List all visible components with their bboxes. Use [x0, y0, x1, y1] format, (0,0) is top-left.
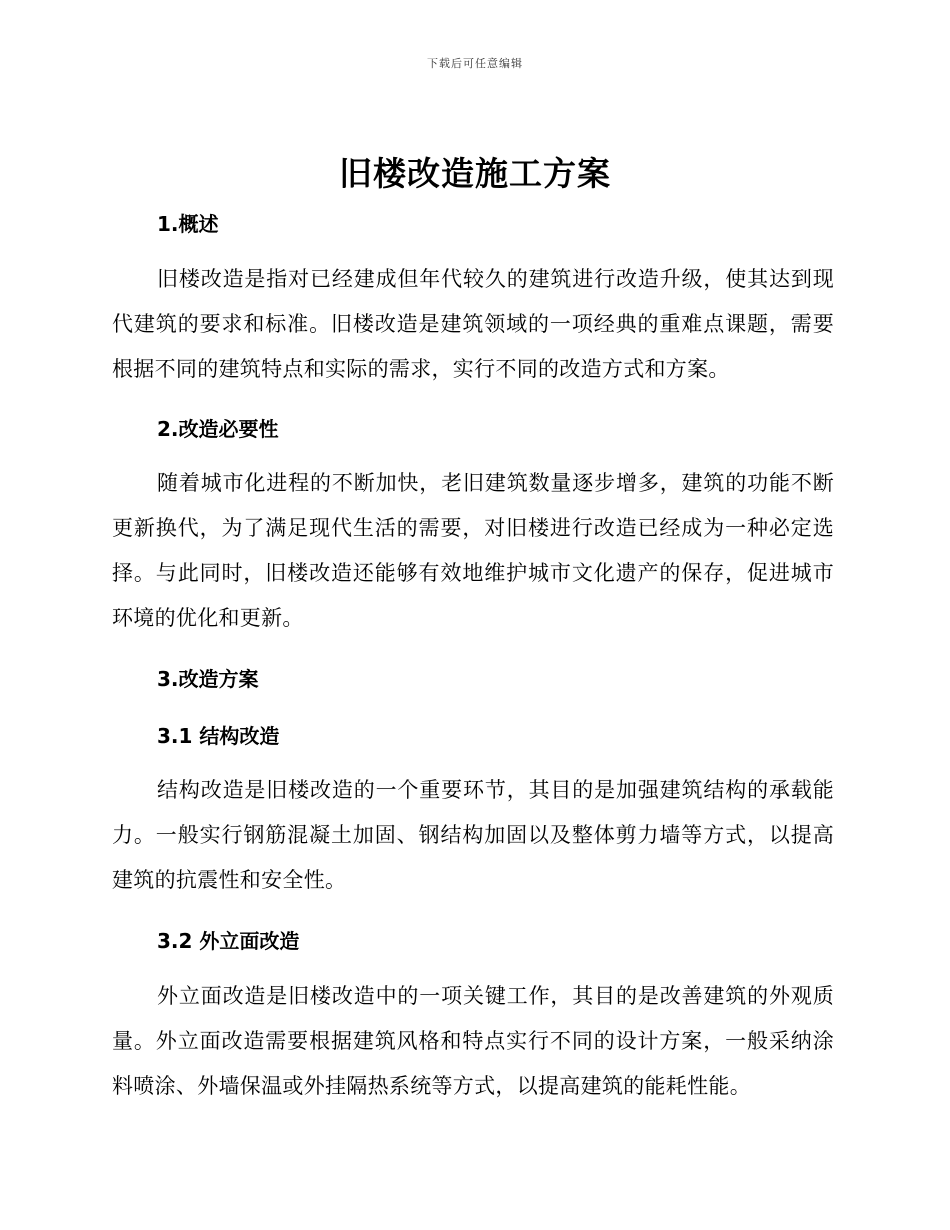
section-paragraph-structure: 结构改造是旧楼改造的一个重要环节，其目的是加强建筑结构的承载能力。一般实行钢筋混凝土加固、钢结构加固以及整体剪力墙等方式，以提高建筑的抗震性和安全性。	[112, 778, 834, 892]
section-heading-facade: 3.2 外立面改造	[157, 929, 300, 953]
section-heading-structure: 3.1 结构改造	[157, 724, 280, 748]
page-header-note: 下载后可任意编辑	[427, 57, 523, 70]
section-heading-overview: 1.概述	[157, 212, 219, 236]
section-paragraph-facade: 外立面改造是旧楼改造中的一项关键工作，其目的是改善建筑的外观质量。外立面改造需要根据建筑风格和特点实行不同的设计方案，一般采纳涂料喷涂、外墙保温或外挂隔热系统等方式，以提高建筑的能耗性能。	[112, 984, 834, 1098]
section-paragraph-necessity: 随着城市化进程的不断加快，老旧建筑数量逐步增多，建筑的功能不断更新换代，为了满足现代生活的需要，对旧楼进行改造已经成为一种必定选择。与此同时，旧楼改造还能够有效地维护城市文化遗产的保存，促进城市环境的优化和更新。	[112, 471, 834, 630]
section-heading-necessity: 2.改造必要性	[157, 417, 279, 441]
document-title: 旧楼改造施工方案	[339, 154, 611, 193]
section-heading-plan: 3.改造方案	[157, 667, 259, 691]
section-paragraph-overview: 旧楼改造是指对已经建成但年代较久的建筑进行改造升级，使其达到现代建筑的要求和标准。旧楼改造是建筑领域的一项经典的重难点课题，需要根据不同的建筑特点和实际的需求，实行不同的改造方式和方案。	[112, 267, 834, 381]
